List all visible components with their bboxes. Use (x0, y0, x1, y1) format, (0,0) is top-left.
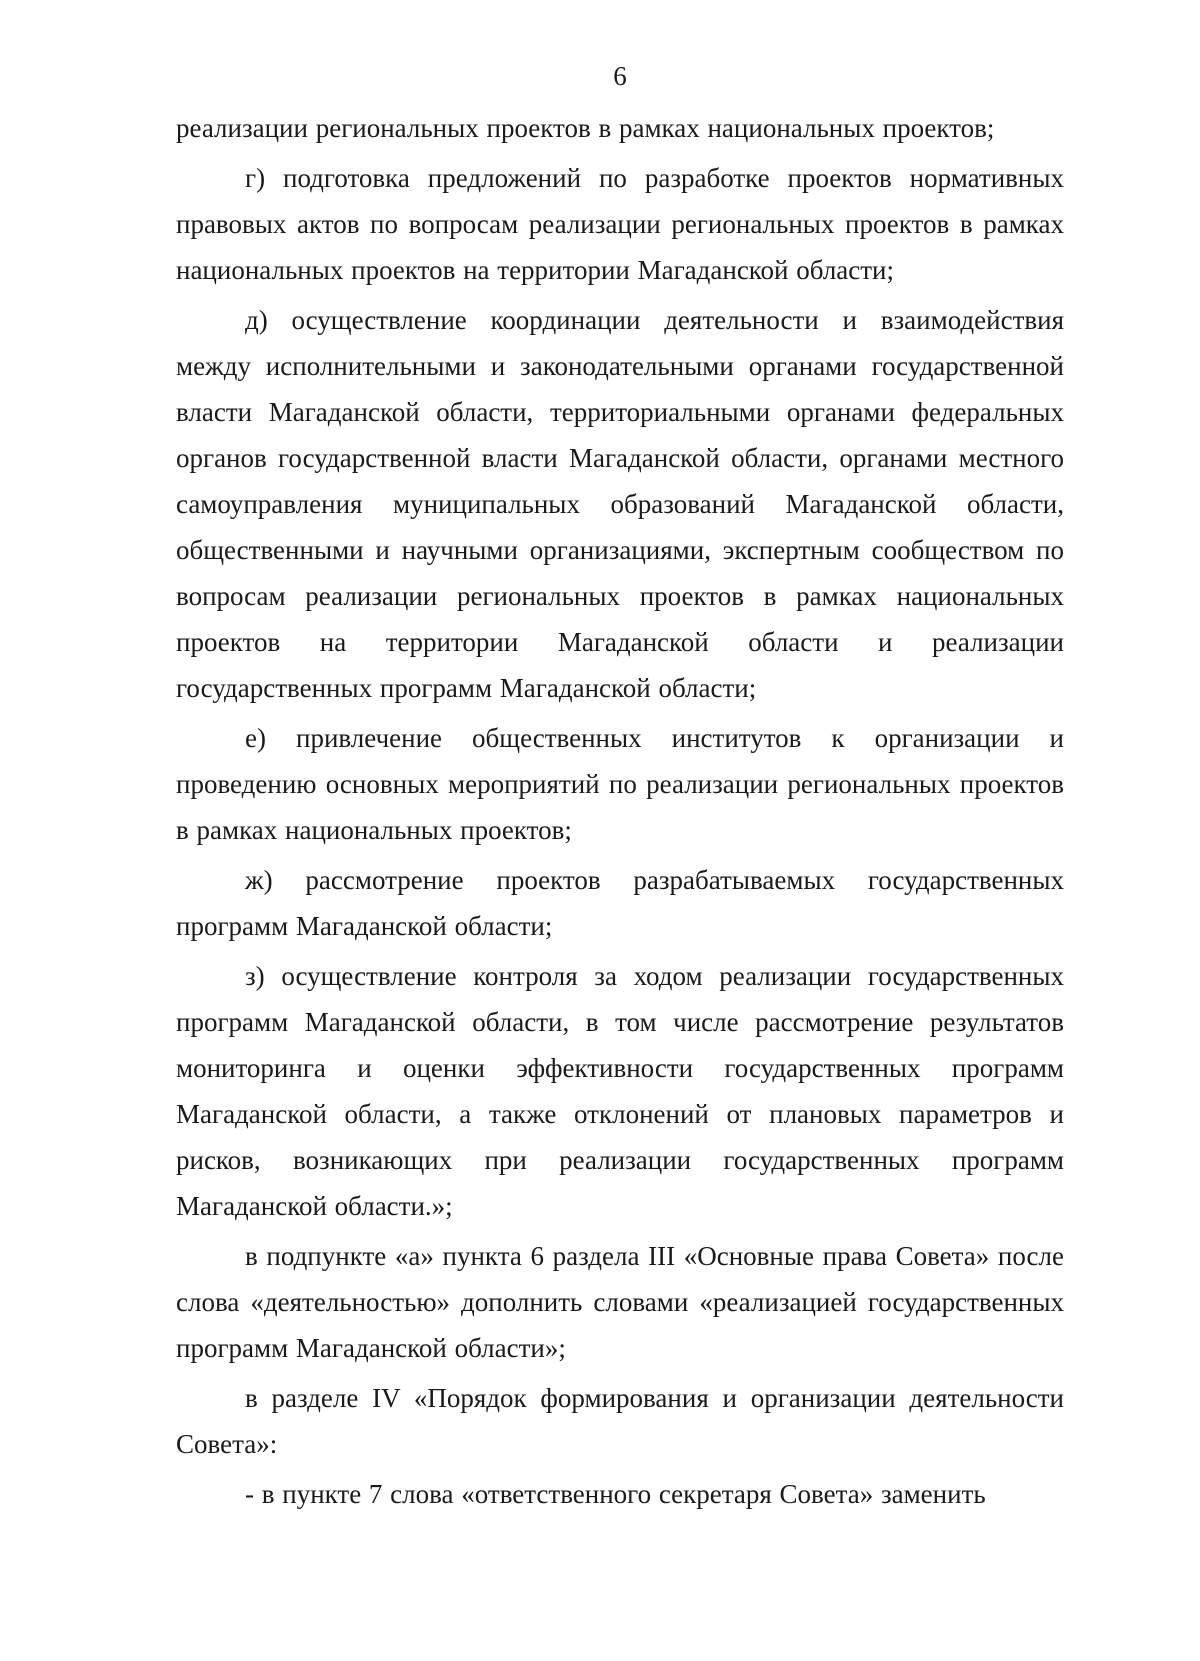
paragraph-continuation: реализации региональных проектов в рамках национальных проектов; (176, 113, 995, 143)
paragraph-amendment-point-7: - в пункте 7 слова «ответственного секретаря Совета» заменить (245, 1479, 986, 1509)
paragraph-item-e: е) привлечение общественных институтов к организации и проведению основных мероприятий по реализации региональных проектов в рамках национальных проектов; (176, 723, 1064, 845)
paragraph-item-g: г) подготовка предложений по разработке проектов нормативных правовых актов по вопросам реализации региональных проектов в рамках национальных проектов на территории Магаданской области; (176, 163, 1064, 285)
paragraph-amendment-section-3: в подпункте «а» пункта 6 раздела III «Основные права Совета» после слова «деятельностью» дополнить словами «реализацией государственных программ Магаданской области»; (176, 1241, 1064, 1363)
page-number: 6 (613, 61, 627, 91)
document-body (176, 105, 1064, 1517)
paragraph-item-d: д) осуществление координации деятельности и взаимодействия между исполнительными и законодательными органами государственной власти Магаданской области, территориальными органами федеральных органов государственной власти Магаданской области, органами местного самоуправления муниципальных образований Магаданской области, общественными и научными организациями, экспертным сообществом по вопросам реализации региональных проектов в рамках национальных проектов на территории Магаданской области и реализации государственных программ Магаданской области; (176, 305, 1064, 703)
paragraph-amendment-section-4: в разделе IV «Порядок формирования и организации деятельности Совета»: (176, 1383, 1064, 1459)
paragraph-item-zh: ж) рассмотрение проектов разрабатываемых государственных программ Магаданской области; (176, 865, 1064, 941)
paragraph-item-z: з) осуществление контроля за ходом реализации государственных программ Магаданской области, в том числе рассмотрение результатов мониторинга и оценки эффективности государственных программ Магаданской области, а также отклонений от плановых параметров и рисков, возникающих при реализации государственных программ Магаданской области.»; (176, 961, 1064, 1221)
